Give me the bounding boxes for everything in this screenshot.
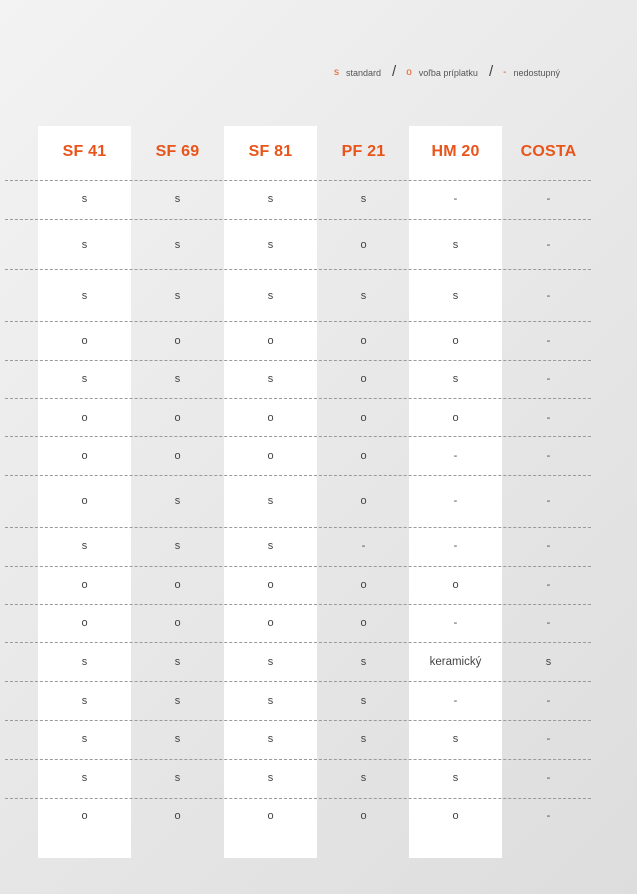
table-cell: -	[546, 290, 551, 302]
table-cell: o	[267, 617, 274, 629]
table-cell: o	[360, 373, 367, 385]
table-cell: s	[360, 772, 367, 784]
table-cell: s	[267, 656, 274, 668]
table-cell: s	[267, 540, 274, 552]
table-cell: -	[546, 695, 551, 707]
table-cell: -	[546, 579, 551, 591]
row-divider	[5, 180, 591, 181]
table-cell: o	[360, 450, 367, 462]
table-cell: s	[174, 656, 181, 668]
table-cell: o	[360, 239, 367, 251]
table-cell: -	[546, 335, 551, 347]
table-cell: s	[452, 239, 459, 251]
table-cell: s	[174, 772, 181, 784]
table-cell: o	[267, 450, 274, 462]
table-cell: -	[546, 495, 551, 507]
table-cell: -	[453, 450, 458, 462]
table-cell: o	[174, 412, 181, 424]
table-cell: o	[360, 617, 367, 629]
table-cell: -	[546, 810, 551, 822]
table-cell: o	[81, 617, 88, 629]
table-cell: s	[174, 290, 181, 302]
table-cell: o	[174, 810, 181, 822]
table-cell: s	[174, 733, 181, 745]
table-cell: -	[546, 373, 551, 385]
table-cell: o	[360, 495, 367, 507]
table-cell: -	[546, 412, 551, 424]
table-cell: s	[545, 656, 552, 668]
table-cell: s	[174, 193, 181, 205]
table-cell: s	[452, 290, 459, 302]
table-cell: s	[81, 540, 88, 552]
table-cell: -	[361, 540, 366, 552]
table-cell: o	[81, 495, 88, 507]
row-divider	[5, 436, 591, 437]
legend-separator: /	[392, 63, 397, 80]
column-header: HM 20	[431, 143, 480, 160]
row-divider	[5, 398, 591, 399]
table-cell: o	[174, 450, 181, 462]
table-cell: s	[360, 695, 367, 707]
legend-symbol-option: o	[406, 67, 412, 78]
table-cell: s	[360, 656, 367, 668]
table-cell: o	[81, 450, 88, 462]
table-cell: s	[174, 495, 181, 507]
table-cell: -	[546, 733, 551, 745]
table-cell: -	[453, 695, 458, 707]
table-cell: s	[81, 656, 88, 668]
table-cell: o	[360, 335, 367, 347]
table-cell: -	[546, 450, 551, 462]
table-cell: s	[81, 695, 88, 707]
table-cell: s	[267, 495, 274, 507]
table-cell: s	[174, 695, 181, 707]
table-cell: s	[360, 193, 367, 205]
row-divider	[5, 527, 591, 528]
table-cell: o	[267, 412, 274, 424]
table-cell: -	[546, 772, 551, 784]
legend-label-unavailable: nedostupný	[513, 67, 560, 78]
table-cell: o	[267, 810, 274, 822]
table-cell: s	[174, 373, 181, 385]
table-cell: s	[452, 373, 459, 385]
row-divider	[5, 720, 591, 721]
legend-label-standard: standard	[346, 67, 382, 78]
table-cell: o	[360, 810, 367, 822]
table-cell: -	[546, 239, 551, 251]
table-cell: s	[267, 193, 274, 205]
row-divider	[5, 604, 591, 605]
table-cell: -	[546, 617, 551, 629]
table-cell: s	[360, 290, 367, 302]
table-cell: s	[81, 193, 88, 205]
table-cell: s	[81, 239, 88, 251]
table-cell: o	[452, 810, 459, 822]
table-cell: o	[81, 335, 88, 347]
row-divider	[5, 269, 591, 270]
table-cell: o	[360, 412, 367, 424]
table-cell: s	[267, 290, 274, 302]
table-cell: s	[452, 733, 459, 745]
table-cell: o	[267, 335, 274, 347]
column-background-sf41	[38, 126, 131, 858]
row-divider	[5, 642, 591, 643]
table-cell: o	[174, 335, 181, 347]
row-divider	[5, 360, 591, 361]
table-cell: -	[453, 540, 458, 552]
table-cell: o	[452, 335, 459, 347]
legend-separator: /	[488, 63, 494, 80]
table-cell: s	[81, 373, 88, 385]
table-cell: o	[81, 810, 88, 822]
row-divider	[5, 681, 591, 682]
table-cell: -	[453, 617, 458, 629]
table-cell: o	[452, 412, 459, 424]
table-cell: o	[452, 579, 459, 591]
table-cell: s	[452, 772, 459, 784]
table-cell: s	[267, 239, 274, 251]
table-cell: keramický	[429, 656, 482, 668]
column-background-sf81	[224, 126, 317, 858]
legend-symbol-unavailable: -	[503, 67, 507, 78]
legend-label-option: voľba príplatku	[418, 67, 478, 78]
table-cell: s	[267, 733, 274, 745]
table-cell: s	[267, 695, 274, 707]
table-cell: s	[174, 540, 181, 552]
table-cell: s	[267, 772, 274, 784]
table-cell: s	[81, 772, 88, 784]
table-cell: -	[453, 193, 458, 205]
table-cell: s	[81, 733, 88, 745]
table-cell: -	[546, 540, 551, 552]
row-divider	[5, 798, 591, 799]
row-divider	[5, 475, 591, 476]
table-cell: o	[360, 579, 367, 591]
table-cell: s	[81, 290, 88, 302]
table-cell: s	[267, 373, 274, 385]
table-cell: s	[174, 239, 181, 251]
legend	[334, 64, 560, 81]
table-cell: o	[267, 579, 274, 591]
row-divider	[5, 219, 591, 220]
column-header: SF 81	[248, 143, 293, 160]
column-background-hm20	[409, 126, 502, 858]
table-cell: -	[546, 193, 551, 205]
column-header: SF 41	[62, 143, 107, 160]
table-cell: o	[174, 617, 181, 629]
table-cell: s	[360, 733, 367, 745]
column-header: SF 69	[155, 143, 200, 160]
column-header: PF 21	[341, 143, 386, 160]
row-divider	[5, 566, 591, 567]
row-divider	[5, 321, 591, 322]
table-cell: o	[81, 412, 88, 424]
table-cell: o	[81, 579, 88, 591]
column-header: COSTA	[520, 143, 577, 160]
legend-symbol-standard: s	[334, 67, 339, 78]
row-divider	[5, 759, 591, 760]
table-cell: -	[453, 495, 458, 507]
table-cell: o	[174, 579, 181, 591]
